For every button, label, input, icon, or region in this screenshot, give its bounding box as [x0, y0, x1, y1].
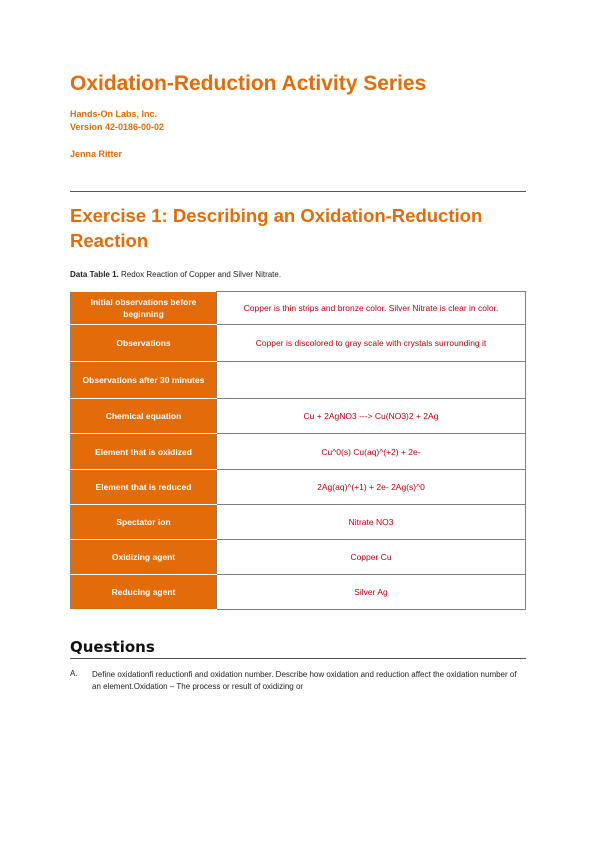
table-caption-text: Redox Reaction of Copper and Silver Nitrate. — [118, 270, 282, 279]
row-label: Chemical equation — [71, 399, 217, 434]
row-value: Cu^0(s) Cu(aq)^(+2) + 2e- — [217, 434, 526, 470]
row-value: 2Ag(aq)^(+1) + 2e- 2Ag(s)^0 — [217, 470, 526, 505]
row-label: Oxidizing agent — [71, 540, 217, 575]
table-row — [71, 575, 526, 610]
table-row — [71, 540, 526, 575]
question-text: Define oxidationfi reductionfi and oxidation number. Describe how oxidation and reduction affect the oxidation number of an element.Oxidation – The process or result of oxidizing or — [92, 670, 517, 691]
row-label: Initial observations before beginning — [71, 292, 217, 325]
row-value — [217, 362, 526, 399]
row-label: Element that is reduced — [71, 470, 217, 505]
table-row — [71, 505, 526, 540]
exercise-heading: Exercise 1: Describing an Oxidation-Reduction Reaction — [70, 205, 483, 251]
row-label: Spectator ion — [71, 505, 217, 540]
question-letter: A. — [70, 669, 78, 678]
row-label: Element that is oxidized — [71, 434, 217, 470]
row-value: Nitrate NO3 — [217, 505, 526, 540]
row-label: Observations after 30 minutes — [71, 362, 217, 399]
row-value: Cu + 2AgNO3 ---> Cu(NO3)2 + 2Ag — [217, 399, 526, 434]
row-value: Copper is thin strips and bronze color. Silver Nitrate is clear in color. — [217, 292, 526, 325]
data-table — [70, 291, 526, 610]
table-caption — [70, 270, 281, 279]
company-name: Hands-On Labs, Inc. — [70, 109, 158, 119]
author-name: Jenna Ritter — [70, 149, 123, 159]
row-value: Silver Ag — [217, 575, 526, 610]
table-row — [71, 470, 526, 505]
questions-divider — [70, 658, 526, 659]
row-label: Observations — [71, 325, 217, 362]
document-title: Oxidation-Reduction Activity Series — [70, 72, 427, 95]
table-row — [71, 292, 526, 325]
table-row — [71, 325, 526, 362]
row-value: Copper Cu — [217, 540, 526, 575]
table-row — [71, 399, 526, 434]
section-divider — [70, 191, 526, 192]
row-value: Copper is discolored to gray scale with crystals surrounding it — [217, 325, 526, 362]
table-row — [71, 434, 526, 470]
version-number: Version 42-0186-00-02 — [70, 122, 165, 132]
questions-heading: Questions — [70, 638, 155, 656]
table-caption-label: Data Table 1. — [70, 270, 119, 279]
row-label: Reducing agent — [71, 575, 217, 610]
table-row — [71, 362, 526, 399]
